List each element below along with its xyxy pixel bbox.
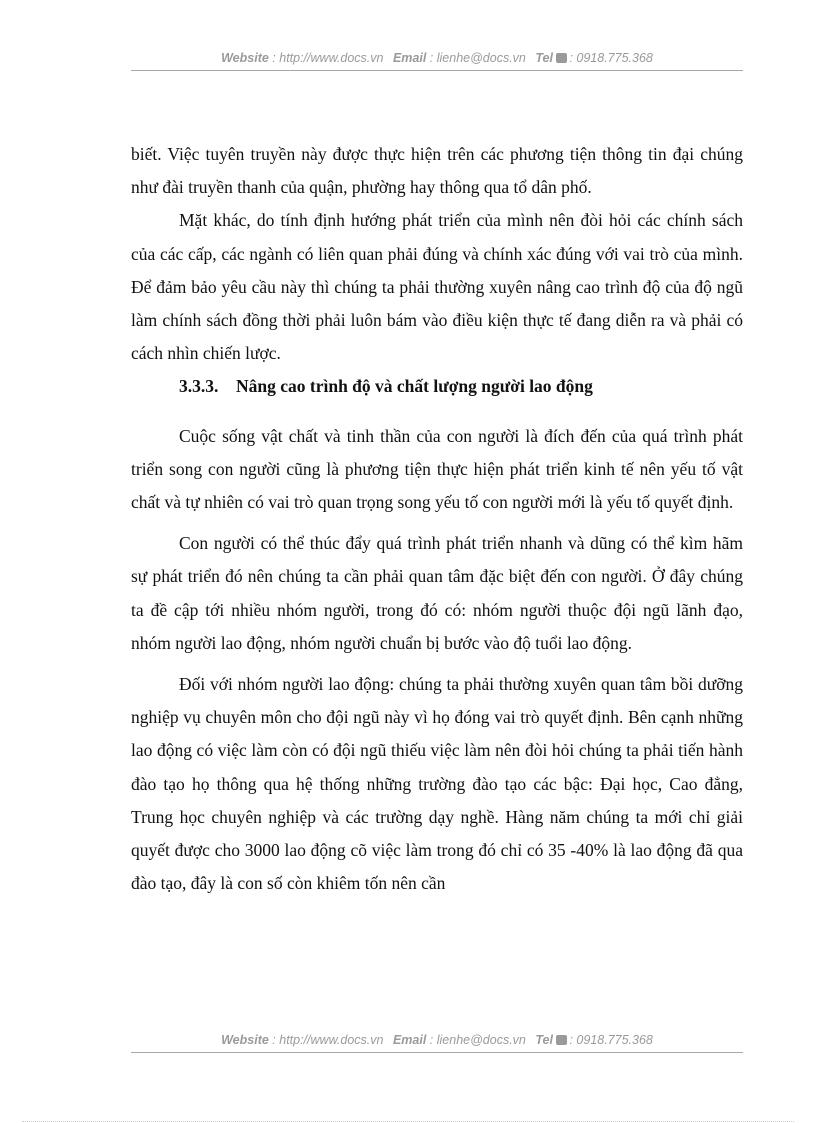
footer-email-label: Email	[392, 1033, 427, 1047]
phone-icon	[556, 1035, 567, 1045]
header-tel-value: : 0918.775.368	[569, 51, 653, 65]
section-title: Nâng cao trình độ và chất lượng người lao động	[236, 376, 593, 397]
phone-icon	[556, 53, 567, 63]
page-bottom-edge	[22, 1121, 794, 1122]
header-divider	[131, 70, 743, 71]
footer-website-link[interactable]: : http://www.docs.vn	[272, 1033, 384, 1047]
page-footer	[131, 1033, 743, 1047]
header-website-label: Website	[221, 51, 269, 65]
paragraph-1: biết. Việc tuyên truyền này được thực hiện trên các phương tiện thông tin đại chúng như đài truyền thanh của quận, phường hay thông qua tổ dân phố.	[131, 144, 743, 198]
footer-divider	[131, 1052, 743, 1053]
header-tel-label: Tel	[535, 51, 553, 65]
footer-email-link[interactable]: : lienhe@docs.vn	[429, 1033, 526, 1047]
footer-tel-label: Tel	[535, 1033, 553, 1047]
footer-tel-value: : 0918.775.368	[569, 1033, 653, 1047]
paragraph-3: Cuộc sống vật chất và tinh thần của con người là đích đến của quá trình phát triển song con người cũng là phương tiện thực hiện phát triển kinh tế nên yếu tố vật chất và tự nhiên có vai trò quan trọng song yếu tố con người mới là yếu tố quyết định.	[131, 425, 743, 513]
header-email-link[interactable]: : lienhe@docs.vn	[429, 51, 526, 65]
header-website-link[interactable]: : http://www.docs.vn	[272, 51, 384, 65]
document-body	[131, 138, 743, 900]
section-number: 3.3.3.	[179, 376, 219, 397]
header-email-label: Email	[392, 51, 427, 65]
page-header	[131, 51, 743, 65]
footer-website-label: Website	[221, 1033, 269, 1047]
paragraph-4: Con người có thể thúc đẩy quá trình phát triển nhanh và dũng có thể kìm hãm sự phát triển đó nên chúng ta cần phải quan tâm đặc biệt đến con người. Ở đây chúng ta đề cập tới nhiều nhóm người, trong đó có: nhóm người thuộc đội ngũ lãnh đạo, nhóm người lao động, nhóm người chuẩn bị bước vào độ tuổi lao động.	[131, 533, 743, 653]
paragraph-2: Mặt khác, do tính định hướng phát triển của mình nên đòi hỏi các chính sách của các cấp, các ngành có liên quan phải đúng và chính xác đúng với vai trò của mình. Để đảm bảo yêu cầu này thì chúng ta phải thường xuyên nâng cao trình độ của độ ngũ làm chính sách đồng thời phải luôn bám vào điều kiện thực tế đang diễn ra và phải có cách nhìn chiến lược.	[131, 210, 743, 364]
section-heading	[131, 370, 743, 403]
paragraph-5: Đối với nhóm người lao động: chúng ta phải thường xuyên quan tâm bồi dưỡng nghiệp vụ chuyên môn cho đội ngũ này vì họ đóng vai trò quyết định. Bên cạnh những lao động có việc làm còn có đội ngũ thiếu việc làm nên đòi hỏi chúng ta phải tiến hành đào tạo họ thông qua hệ thống những trường đào tạo các bậc: Đại học, Cao đẳng, Trung học chuyên nghiệp và các trường dạy nghề. Hàng năm chúng ta mới chỉ giải quyết được cho 3000 lao động cõ việc làm trong đó chỉ có 35 -40% là lao động đã qua đào tạo, đây là con số còn khiêm tốn nên cần	[131, 674, 743, 894]
